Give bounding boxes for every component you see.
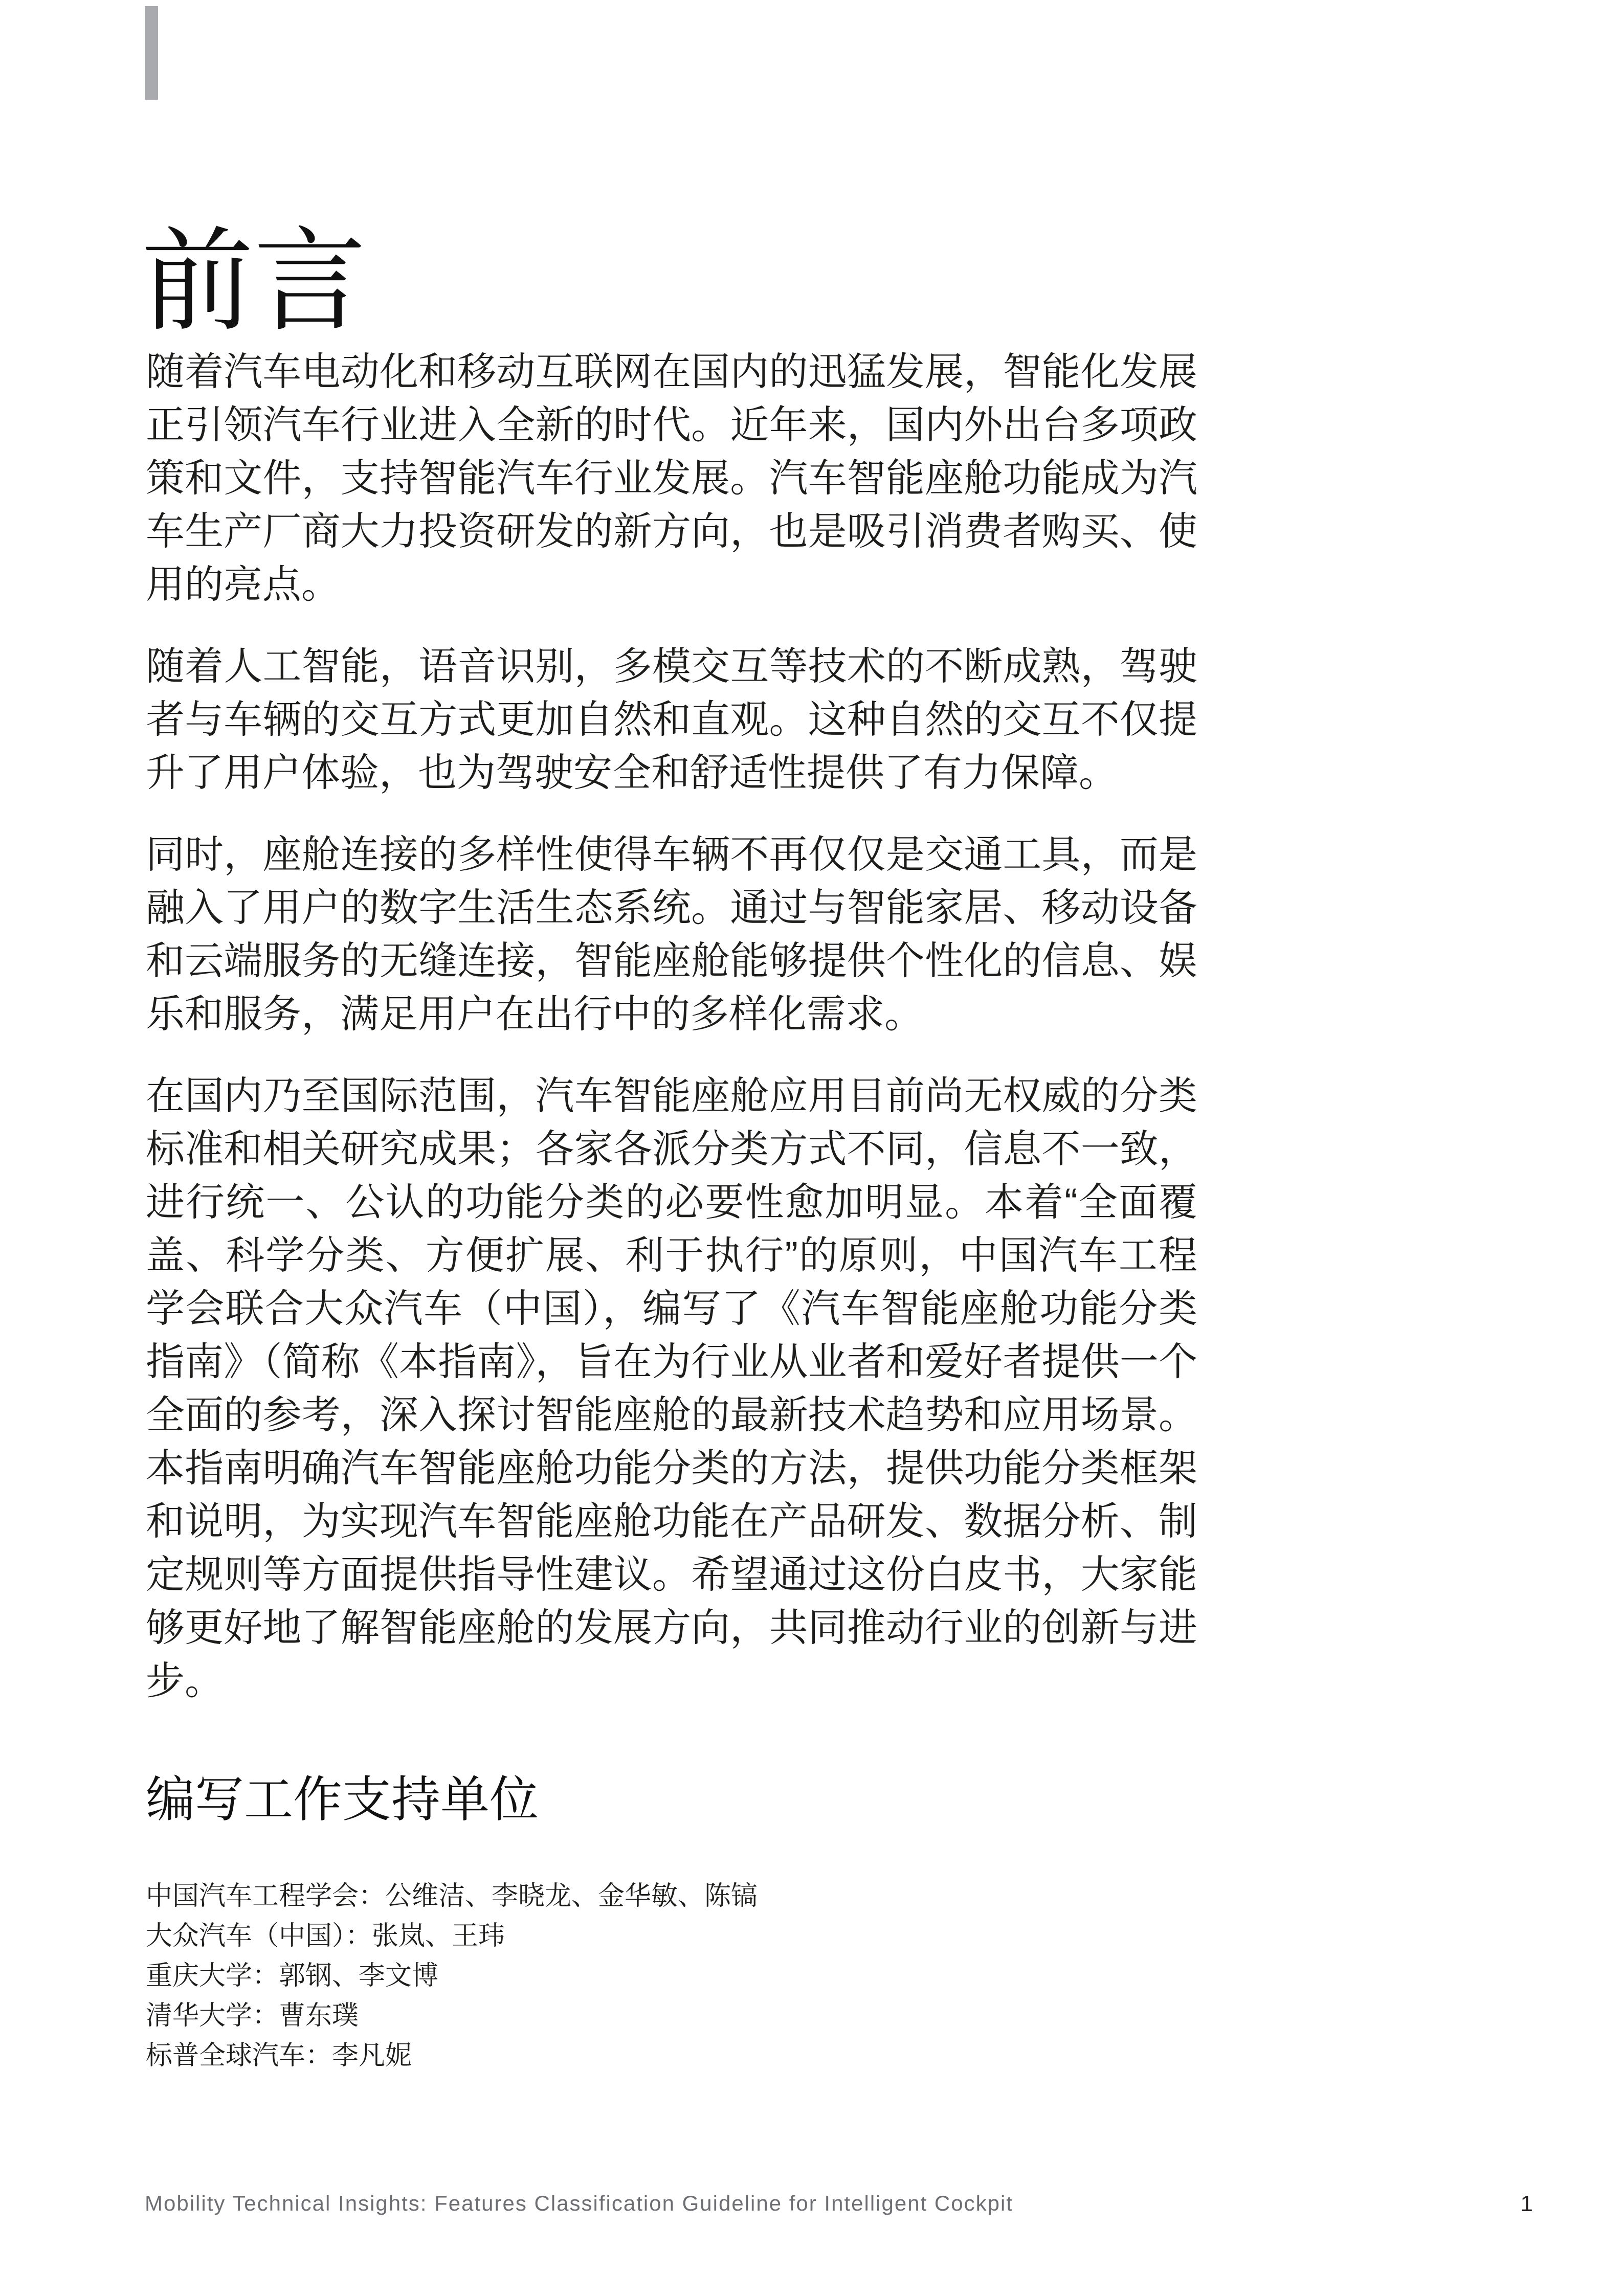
contributor-line: 中国汽车工程学会：公维洁、李晓龙、金华敏、陈镐 [146,1881,758,1911]
page-number: 1 [1520,2191,1533,2216]
contributor-line: 大众汽车（中国）：张岚、王玮 [146,1921,505,1951]
preface-paragraph: 同时，座舱连接的多样性使得车辆不再仅仅是交通工具，而是融入了用户的数字生活生态系统。通过与智能家居、移动设备和云端服务的无缝连接，智能座舱能够提供个性化的信息、娱乐和服务，满足用户在出行中的多样化需求。 [146,833,1197,1036]
preface-paragraph: 在国内乃至国际范围，汽车智能座舱应用目前尚无权威的分类标准和相关研究成果；各家各派分类方式不同，信息不一致，进行统一、公认的功能分类的必要性愈加明显。本着“全面覆盖、科学分类、方便扩展、利于执行”的原则，中国汽车工程学会联合大众汽车（中国），编写了《汽车智能座舱功能分类指南》（简称《本指南》，旨在为行业从业者和爱好者提供一个全面的参考，深入探讨智能座舱的最新技术趋势和应用场景。本指南明确汽车智能座舱功能分类的方法，提供功能分类框架和说明，为实现汽车智能座舱功能在产品研发、数据分析、制定规则等方面提供指导性建议。希望通过这份白皮书，大家能够更好地了解智能座舱的发展方向，共同推动行业的创新与进步。 [146,1074,1197,1703]
contributor-line: 清华大学：曹东璞 [146,2001,359,2031]
page-footer [145,2191,1533,2218]
contributor-line: 标普全球汽车：李凡妮 [146,2041,412,2071]
preface-paragraph: 随着人工智能，语音识别，多模交互等技术的不断成熟，驾驶者与车辆的交互方式更加自然和直观。这种自然的交互不仅提升了用户体验，也为驾驶安全和舒适性提供了有力保障。 [146,645,1197,795]
preface-paragraph: 随着汽车电动化和移动互联网在国内的迅猛发展，智能化发展正引领汽车行业进入全新的时代。近年来，国内外出台多项政策和文件，支持智能汽车行业发展。汽车智能座舱功能成为汽车生产厂商大力投资研发的新方向，也是吸引消费者购买、使用的亮点。 [146,350,1197,606]
preface-body [146,346,1197,1737]
contributor-line: 重庆大学：郭钢、李文博 [146,1961,439,1991]
page-title: 前言 [141,218,367,345]
accent-bar [145,6,158,100]
footer-document-title: Mobility Technical Insights: Features Classification Guideline for Intelligent Cockpit [145,2191,1013,2215]
support-units-heading: 编写工作支持单位 [146,1772,539,1827]
support-units-section [146,1770,1197,2076]
